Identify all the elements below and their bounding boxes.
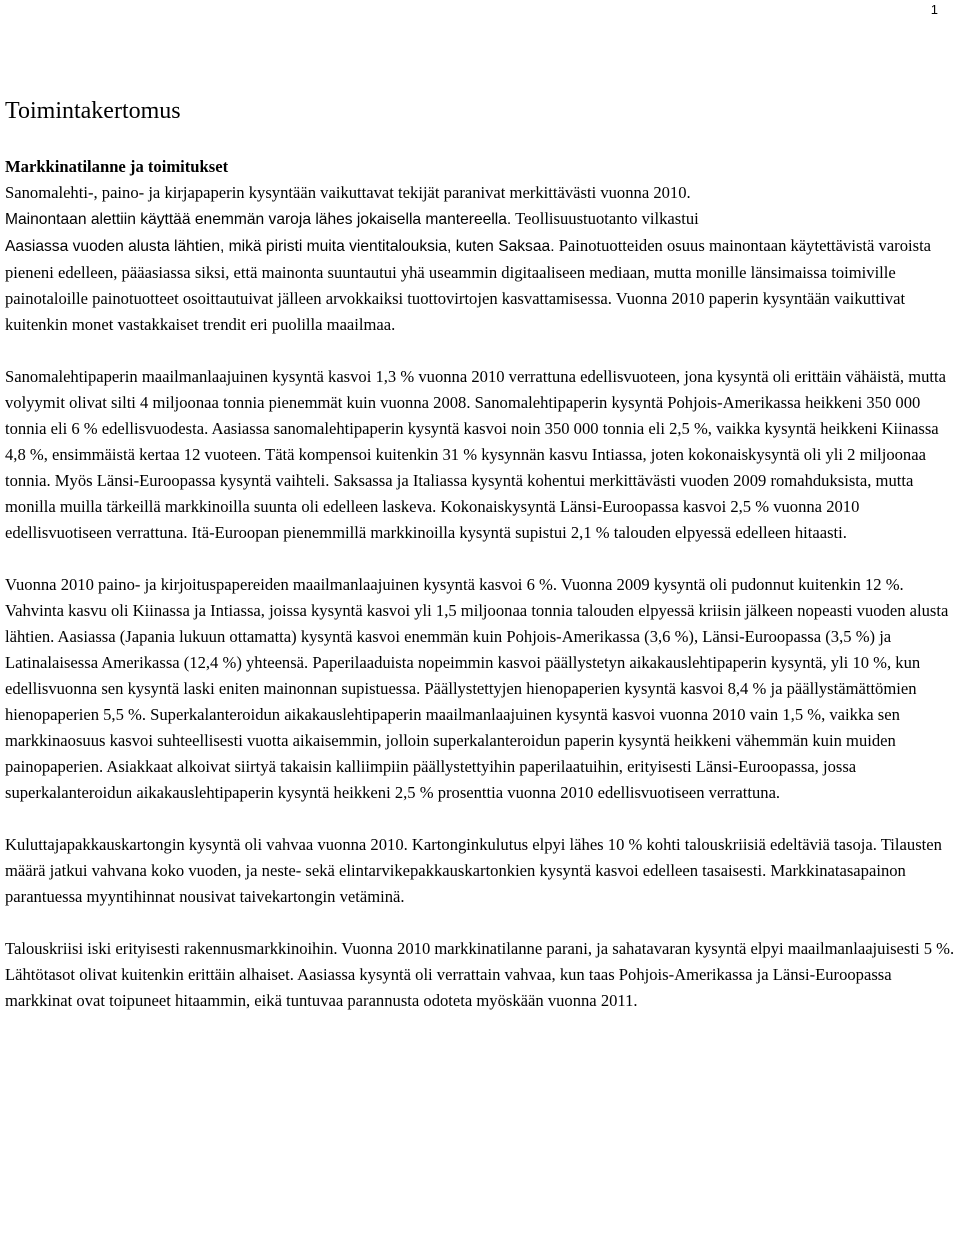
paragraph-sentence: Mainontaan alettiin käyttää enemmän varoja lähes jokaisella mantereella. — [5, 211, 512, 228]
page-title: Toimintakertomus — [5, 98, 181, 124]
paragraph-printing-papers: Vuonna 2010 paino- ja kirjoituspapereiden maailmanlaajuinen kysyntä kasvoi 6 %. Vuonna 2009 kysyntä oli pudonnut kuitenkin 12 %. Vahvinta kasvu oli Kiinassa ja Intiassa, joissa kysyntä kasvoi yli 1,5 miljoonaa tonnia talouden elpyessä kriisin jälkeen nopeasti vuoden alusta lähtien. Aasiassa (Japania lukuun ottamatta) kysyntä kasvoi enemmän kuin Pohjois-Amerikassa (3,6 %), Länsi-Euroopassa (3,5 %) ja Latinalaisessa Amerikassa (12,4 %) yhteensä. Paperilaaduista nopeimmin kasvoi päällystetyn aikakauslehtipaperin kysyntä, yli 10 %, kun edellisvuonna sen kysyntä laski eniten mainonnan supistuessa. Päällystettyjen hienopaperien kysyntä kasvoi 8,4 % ja päällystämättömien hienopaperien 5,5 %. Superkalanteroidun aikakauslehtipaperin maailmanlaajuinen kysyntä kasvoi vuonna 2010 vain 1,5 %, vaikka sen markkinaosuus kasvoi suhteellisesti vuotta aikaisemmin, jolloin superkalanteroidun paperin kysyntä heikkeni vähemmän kuin muiden painopaperien. Asiakkaat alkoivat siirtyä takaisin kalliimpiin päällystettyihin paperilaatuihin, erityisesti Länsi-Euroopassa, jossa superkalanteroidun aikakauslehtipaperin kysyntä heikkeni 2,5 % prosenttia vuonna 2010 edellisvuotiseen verrattuna. — [5, 575, 949, 802]
paragraph-consumer-board: Kuluttajapakkauskartongin kysyntä oli vahvaa vuonna 2010. Kartonginkulutus elpyi lähes 10 % kohti talouskriisiä edeltäviä tasoja. Tilausten määrä jatkui vahvana koko vuoden, ja neste- sekä elintarvikepakkauskartonkien kysyntä kasvoi edelleen tasaisesti. Markkinatasapainon parantuessa myyntihinnat nousivat taivekartongin vetäminä. — [5, 835, 942, 906]
paragraph-sentence: Teollisuustuotanto vilkastui — [511, 209, 699, 228]
section-heading: Markkinatilanne ja toimitukset — [5, 157, 229, 176]
paragraph-sentence: Vuonna 2010 paperin kysyntään vaikuttivat kuitenkin monet vastakkaiset trendit eri puolilla maailmaa. — [5, 289, 906, 334]
document-body — [5, 154, 960, 1014]
page-number: 1 — [930, 2, 938, 17]
paragraph-sentence: Painotuotteiden osuus mainontaan käytettävistä varoista pieneni edelleen, pääasiassa siksi, että mainonta suuntautui yhä useammin digitaaliseen mediaan, mutta monille länsimaissa toimiville painotaloille painotuotteet osoittautuivat jälleen arvokkaiksi tuottovirtojen kasvattamisessa. — [5, 236, 932, 308]
paragraph-sentence: Aasiassa vuoden alusta lähtien, mikä piristi muita vientitalouksia, kuten Saksaa. — [5, 238, 555, 255]
paragraph-sawn-timber: Talouskriisi iski erityisesti rakennusmarkkinoihin. Vuonna 2010 markkinatilanne parani, ja sahatavaran kysyntä elpyi maailmanlaajuisesti 5 %. Lähtötasot olivat kuitenkin erittäin alhaiset. Aasiassa kysyntä oli verrattain vahvaa, kun taas Pohjois-Amerikassa ja Länsi-Euroopassa markkinat ovat toipuneet hitaammin, eikä tuntuvaa parannusta odoteta myöskään vuonna 2011. — [5, 939, 955, 1010]
paragraph-newsprint: Sanomalehtipaperin maailmanlaajuinen kysyntä kasvoi 1,3 % vuonna 2010 verrattuna edellisvuoteen, jona kysyntä oli erittäin vähäistä, mutta volyymit olivat silti 4 miljoonaa tonnia pienemmät kuin vuonna 2008. Sanomalehtipaperin kysyntä Pohjois-Amerikassa heikkeni 350 000 tonnia eli 6 % edellisvuodesta. Aasiassa sanomalehtipaperin kysyntä kasvoi noin 350 000 tonnia eli 2,5 %, vaikka kysyntä heikkeni Kiinassa 4,8 %, ensimmäistä kertaa 12 vuoteen. Tätä kompensoi kuitenkin 31 % kysynnän kasvu Intiassa, joten kokonaiskysyntä oli yli 2 miljoonaa tonnia. Myös Länsi-Euroopassa kysyntä vaihteli. Saksassa ja Italiassa kysyntä kohentui merkittävästi vuoden 2009 romahduksista, mutta monilla muilla tärkeillä markkinoilla suunta oli edelleen laskeva. Kokonaiskysyntä Länsi-Euroopassa kasvoi 2,5 % vuonna 2010 edellisvuotiseen verrattuna. Itä-Euroopan pienemmillä markkinoilla kysyntä supistui 2,1 % talouden elpyessä edelleen hitaasti. — [5, 367, 946, 542]
paragraph-market-overview — [5, 180, 960, 338]
paragraph-sentence: Sanomalehti-, paino- ja kirjapaperin kysyntään vaikuttavat tekijät paranivat merkittävästi vuonna 2010. — [5, 183, 691, 202]
